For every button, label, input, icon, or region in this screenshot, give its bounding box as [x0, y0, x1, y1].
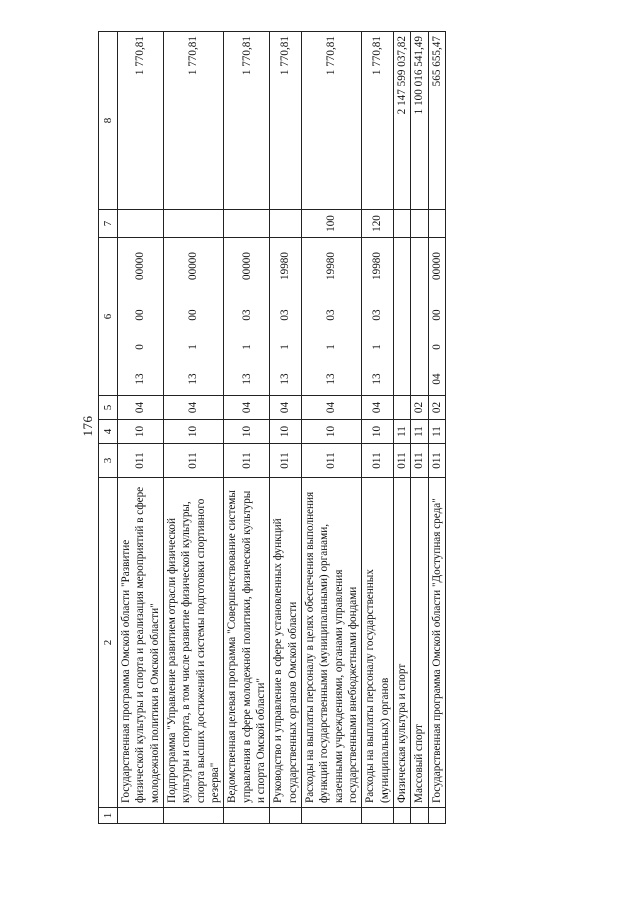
- cell-col1: [270, 808, 302, 824]
- cell-ministry-code: 011: [301, 444, 361, 478]
- table-row: [393, 32, 410, 824]
- csr-direction: 00000: [134, 252, 147, 280]
- csr-direction: 00000: [240, 252, 253, 280]
- cell-section-code: 10: [118, 420, 164, 444]
- cell-target-article: [411, 238, 428, 396]
- csr-program: 13: [240, 373, 253, 385]
- cell-expense-type: [411, 210, 428, 238]
- csr-direction: 00000: [187, 252, 200, 280]
- cell-expense-type: 100: [301, 210, 361, 238]
- cell-amount: 1 770,81: [301, 32, 361, 210]
- cell-amount: 1 770,81: [270, 32, 302, 210]
- csr-subprogram: 1: [325, 344, 338, 350]
- csr-program: 13: [279, 373, 292, 385]
- cell-name: Подпрограмма "Управление развитием отрасли физической культуры и спорта, в том числе развитие физической культуры, спорта высших достижений и системы подготовки спортивного резерва": [163, 478, 223, 808]
- cell-ministry-code: 011: [362, 444, 394, 478]
- csr-subprogram: 1: [240, 344, 253, 350]
- csr-program: 13: [371, 373, 384, 385]
- cell-ministry-code: 011: [163, 444, 223, 478]
- table-row: [163, 32, 223, 824]
- cell-name: Государственная программа Омской области "Доступная среда": [428, 478, 445, 808]
- csr-subprogram: 0: [134, 344, 147, 350]
- cell-col1: [393, 808, 410, 824]
- table-body: [118, 32, 446, 824]
- cell-name: Массовый спорт: [411, 478, 428, 808]
- csr-event: 03: [371, 309, 384, 321]
- table-row: [362, 32, 394, 824]
- cell-col1: [362, 808, 394, 824]
- cell-section-code: 10: [362, 420, 394, 444]
- csr-subprogram: 1: [279, 344, 292, 350]
- cell-subsection-code: 04: [224, 396, 270, 420]
- cell-expense-type: [428, 210, 445, 238]
- cell-amount: 1 100 016 541,49: [411, 32, 428, 210]
- cell-col1: [118, 808, 164, 824]
- table-row: [411, 32, 428, 824]
- csr-subprogram: 0: [430, 344, 443, 350]
- csr-direction: 19980: [279, 252, 292, 280]
- cell-name: Расходы на выплаты персоналу в целях обеспечения выполнения функций государственными (муниципальными) органами, казенными учреждениями, органами управления государственными внебюджетными фондами: [301, 478, 361, 808]
- cell-name: Государственная программа Омской области "Развитие физической культуры и спорта и реализация мероприятий в сфере молодежной политики в Омской области": [118, 478, 164, 808]
- cell-target-article: [163, 238, 223, 396]
- budget-table: [98, 31, 446, 824]
- cell-expense-type: [224, 210, 270, 238]
- csr-direction: 00000: [430, 252, 443, 280]
- header-cell: 7: [99, 210, 118, 238]
- cell-col1: [301, 808, 361, 824]
- cell-target-article: [393, 238, 410, 396]
- header-row: [99, 32, 118, 824]
- header-cell: 5: [99, 396, 118, 420]
- cell-section-code: 10: [224, 420, 270, 444]
- cell-expense-type: 120: [362, 210, 394, 238]
- cell-amount: 565 655,47: [428, 32, 445, 210]
- table-row: [428, 32, 445, 824]
- header-cell: 8: [99, 32, 118, 210]
- cell-section-code: 10: [301, 420, 361, 444]
- header-cell: 3: [99, 444, 118, 478]
- cell-name: Ведомственная целевая программа "Совершенствование системы управления в сфере молодежной политики, физической культуры и спорта Омской области": [224, 478, 270, 808]
- table-row: [118, 32, 164, 824]
- cell-subsection-code: 02: [428, 396, 445, 420]
- header-cell: 6: [99, 238, 118, 396]
- cell-section-code: 10: [270, 420, 302, 444]
- cell-col1: [163, 808, 223, 824]
- header-cell: 2: [99, 478, 118, 808]
- csr-direction: 19980: [325, 252, 338, 280]
- rotated-table-sheet: [76, 26, 566, 826]
- cell-target-article: [301, 238, 361, 396]
- cell-section-code: 11: [411, 420, 428, 444]
- cell-subsection-code: 02: [411, 396, 428, 420]
- cell-ministry-code: 011: [118, 444, 164, 478]
- header-cell: 4: [99, 420, 118, 444]
- cell-amount: 1 770,81: [163, 32, 223, 210]
- csr-program: 04: [430, 373, 443, 385]
- cell-amount: 2 147 599 037,82: [393, 32, 410, 210]
- cell-amount: 1 770,81: [118, 32, 164, 210]
- csr-direction: 19980: [371, 252, 384, 280]
- cell-expense-type: [163, 210, 223, 238]
- cell-target-article: [270, 238, 302, 396]
- cell-section-code: 11: [393, 420, 410, 444]
- cell-col1: [411, 808, 428, 824]
- cell-ministry-code: 011: [270, 444, 302, 478]
- cell-target-article: [118, 238, 164, 396]
- header-cell: 1: [99, 808, 118, 824]
- table-row: [301, 32, 361, 824]
- cell-subsection-code: 04: [163, 396, 223, 420]
- table-row: [224, 32, 270, 824]
- cell-section-code: 10: [163, 420, 223, 444]
- csr-event: 03: [279, 309, 292, 321]
- cell-subsection-code: 04: [118, 396, 164, 420]
- csr-event: 00: [187, 309, 200, 321]
- cell-subsection-code: 04: [270, 396, 302, 420]
- cell-subsection-code: 04: [301, 396, 361, 420]
- cell-name: Расходы на выплаты персоналу государственных (муниципальных) органов: [362, 478, 394, 808]
- csr-event: 03: [325, 309, 338, 321]
- cell-ministry-code: 011: [411, 444, 428, 478]
- cell-subsection-code: 04: [362, 396, 394, 420]
- cell-expense-type: [118, 210, 164, 238]
- csr-subprogram: 1: [371, 344, 384, 350]
- cell-amount: 1 770,81: [362, 32, 394, 210]
- cell-subsection-code: [393, 396, 410, 420]
- csr-event: 00: [134, 309, 147, 321]
- csr-event: 03: [240, 309, 253, 321]
- cell-ministry-code: 011: [224, 444, 270, 478]
- csr-program: 13: [134, 373, 147, 385]
- cell-ministry-code: 011: [393, 444, 410, 478]
- page-number: 176: [80, 415, 95, 437]
- cell-amount: 1 770,81: [224, 32, 270, 210]
- cell-target-article: [224, 238, 270, 396]
- cell-target-article: [428, 238, 445, 396]
- cell-section-code: 11: [428, 420, 445, 444]
- csr-subprogram: 1: [187, 344, 200, 350]
- table-row: [270, 32, 302, 824]
- cell-target-article: [362, 238, 394, 396]
- cell-col1: [224, 808, 270, 824]
- cell-col1: [428, 808, 445, 824]
- csr-event: 00: [430, 309, 443, 321]
- csr-program: 13: [325, 373, 338, 385]
- cell-expense-type: [270, 210, 302, 238]
- cell-ministry-code: 011: [428, 444, 445, 478]
- cell-name: Физическая культура и спорт: [393, 478, 410, 808]
- csr-program: 13: [187, 373, 200, 385]
- cell-expense-type: [393, 210, 410, 238]
- cell-name: Руководство и управление в сфере установленных функций государственных органов Омской области: [270, 478, 302, 808]
